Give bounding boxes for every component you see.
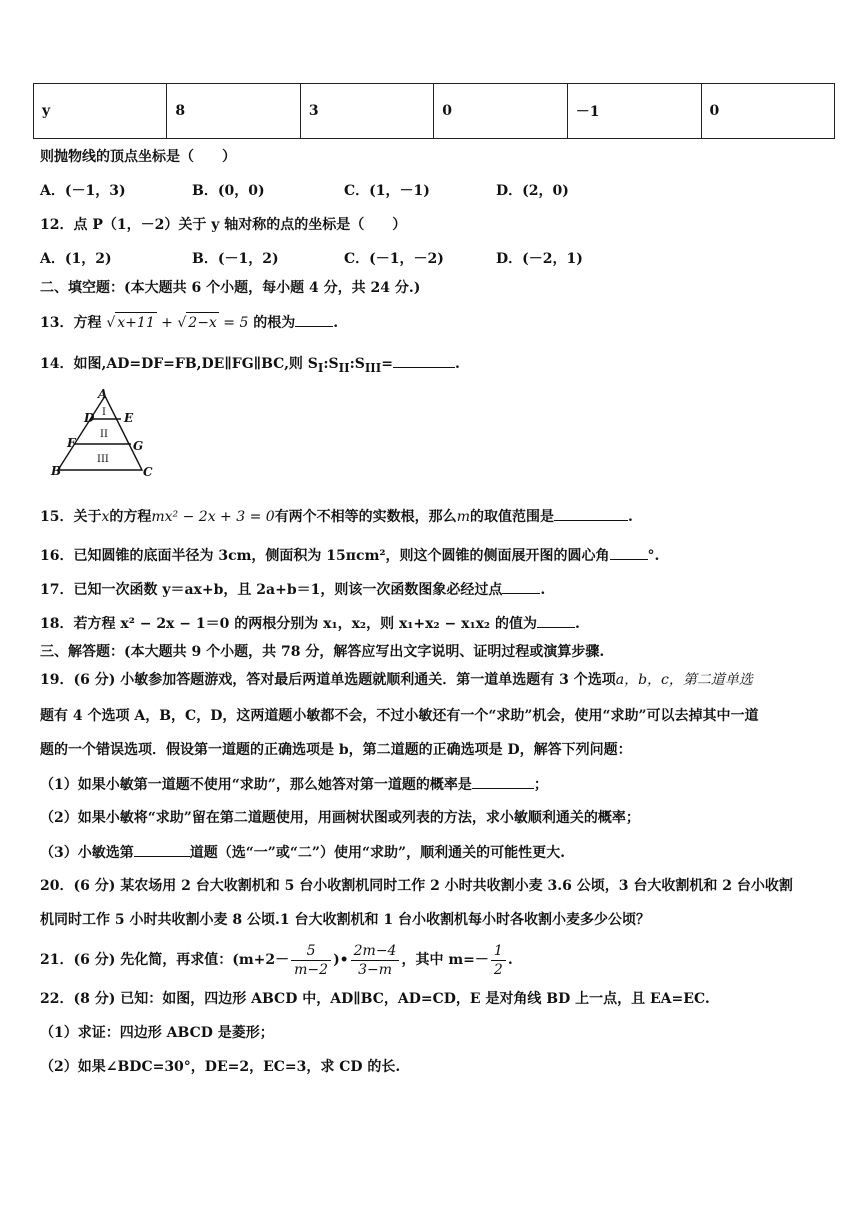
q19-part1-text: （1）如果小敏第一道题不使用“求助”，那么她答对第一道题的概率是 [40,777,472,793]
triangle-figure [48,388,158,480]
period: . [333,315,339,331]
label-d: D [84,411,95,425]
label-a: A [98,388,108,401]
q21-mid: )• [333,952,349,968]
table-cell: 0 [701,84,835,139]
sub-2: II [338,360,350,375]
q19-part3-b: 道题（选“一”或“二”）使用“求助”，顺利通关的可能性更大. [189,845,565,861]
q21-tail: ，其中 m=－ [401,952,489,968]
answer-blank [295,312,333,327]
q22-part1: （1）求证：四边形 ABCD 是菱形； [40,1025,274,1041]
q15-suffix: 的取值范围是 [469,509,554,525]
period: . [507,952,513,968]
option: B．(－1，2) [192,251,279,267]
q19-part1 [40,774,548,795]
equals-5: = 5 [218,315,249,331]
table-cell: 3 [300,84,433,139]
q14-text: 14．如图,AD=DF=FB,DE∥FG∥BC,则 S [40,356,318,372]
sep: :S [323,356,339,372]
period: . [540,582,546,598]
option: D．(－2，1) [496,251,583,267]
q19-line2: 题有 4 个选项 A，B，C，D，这两道题小敏都不会，不过小敏还有一个“求助”机会，使用“求助”可以去掉其中一道 [40,708,759,724]
answer-blank [134,842,190,857]
option: A．(1，2) [40,251,112,267]
answer-blank [537,613,575,628]
q11-stem: 则抛物线的顶点坐标是（ ） [40,149,236,165]
sep: :S [349,356,365,372]
table-cell: y [34,84,167,139]
fraction-2 [351,942,400,979]
option: D．(2，0) [496,183,569,199]
q17 [40,579,545,600]
q13-prefix: 13．方程 [40,315,102,331]
table-cell: 0 [434,84,567,139]
plus-sign: + [156,315,178,331]
var-m: m [456,509,470,525]
q13-suffix: 的根为 [253,315,296,331]
var-x: x [101,509,110,525]
answer-blank [554,506,628,521]
q18 [40,613,580,634]
q18-text: 18．若方程 x² − 2x − 1＝0 的两根分别为 x₁，x₂，则 x₁+x₂ − x₁x₂ 的值为 [40,616,537,632]
sub-3: III [364,360,382,375]
section-3-heading: 三、解答题：(本大题共 9 个小题，共 78 分，解答应写出文字说明、证明过程或演算步骤. [40,644,605,660]
table-cell: －1 [567,84,701,139]
q19-part3 [40,842,565,863]
q16 [40,545,659,566]
value-table [33,83,835,139]
equation: mx² − 2x + 3 = 0 [151,509,275,525]
q22-part2: （2）如果∠BDC=30°，DE=2，EC=3，求 CD 的长. [40,1059,401,1075]
numerator: 2m−4 [351,942,400,961]
label-f: F [67,436,76,450]
q12-options [40,249,648,269]
q16-text: 16．已知圆锥的底面半径为 3cm，侧面积为 15πcm²，则这个圆锥的侧面展开图的圆心角 [40,548,610,564]
fraction-1 [291,942,331,979]
q19-line1-text: 19．(6 分) 小敏参加答题游戏，答对最后两道单选题就顺利通关．第一道单选题有 3 个选项 [40,672,616,688]
q19-part2: （2）如果小敏将“求助”留在第二道题使用，用画树状图或列表的方法，求小敏顺利通关的概率； [40,810,640,826]
answer-blank [472,774,534,789]
q19-line1-options: a，b，c，第二道单选 [615,672,753,688]
q12-stem: 12．点 P（1，－2）关于 y 轴对称的点的坐标是（ ） [40,217,407,233]
q19-line1 [40,670,753,690]
q13: 13．方程 √ x+11 + √ 2−x = 5 的根为 . [40,312,338,333]
q21 [40,940,513,980]
period: . [454,356,460,372]
q11-options [40,181,648,201]
denominator: 3−m [358,961,393,978]
q20-line2: 机同时工作 5 小时共收割小麦 8 公顷.1 台大收割机和 1 台小收割机每小时各收割小麦多少公顷？ [40,912,650,928]
equals: = [381,356,393,372]
region-ii-label: II [100,429,108,440]
radical-2: 2−x [186,312,219,333]
q15-prefix: 15．关于 [40,509,102,525]
option: A．(－1，3) [40,183,126,199]
answer-blank [610,545,648,560]
degree-end: °. [647,548,660,564]
period: . [627,509,633,525]
radical-1: x+11 [115,312,156,333]
q20-line1: 20．(6 分) 某农场用 2 台大收割机和 5 台小收割机同时工作 2 小时共收割小麦 3.6 公顷，3 台大收割机和 2 台小收割 [40,878,793,894]
q15-mid2: 有两个不相等的实数根，那么 [274,509,457,525]
q15 [40,506,633,527]
answer-blank [502,579,540,594]
label-e: E [124,411,134,425]
period: . [574,616,580,632]
q15-mid: 的方程 [109,509,152,525]
q14 [40,353,460,378]
numerator: 1 [491,942,506,961]
q17-text: 17．已知一次函数 y＝ax+b，且 2a+b＝1，则该一次函数图象必经过点 [40,582,503,598]
denominator: 2 [493,961,503,978]
option: B．(0，0) [192,183,265,199]
q22-line1: 22．(8 分) 已知：如图，四边形 ABCD 中，AD∥BC，AD=CD，E 是对角线 BD 上一点，且 EA=EC. [40,991,710,1007]
table-row [34,84,835,139]
region-iii-label: III [97,454,109,465]
label-b: B [51,464,62,478]
sub-1: I [317,360,324,375]
semicolon: ； [533,777,548,793]
section-2-heading: 二、填空题：(本大题共 6 个小题，每小题 4 分，共 24 分.) [40,280,421,296]
option: C．(1，－1) [344,183,430,199]
answer-blank [393,353,455,368]
region-i-label: I [102,407,106,418]
q19-part3-a: （3）小敏选第 [40,845,134,861]
denominator: m−2 [294,961,329,978]
option: C．(－1，－2) [344,251,444,267]
fraction-3 [491,942,506,979]
q21-prefix: 21．(6 分) 先化简，再求值：(m+2－ [40,952,290,968]
q19-line3: 题的一个错误选项．假设第一道题的正确选项是 b，第二道题的正确选项是 D，解答下列问题： [40,742,632,758]
numerator: 5 [291,942,331,961]
table-cell: 8 [167,84,300,139]
label-g: G [133,439,144,453]
label-c: C [143,465,153,479]
